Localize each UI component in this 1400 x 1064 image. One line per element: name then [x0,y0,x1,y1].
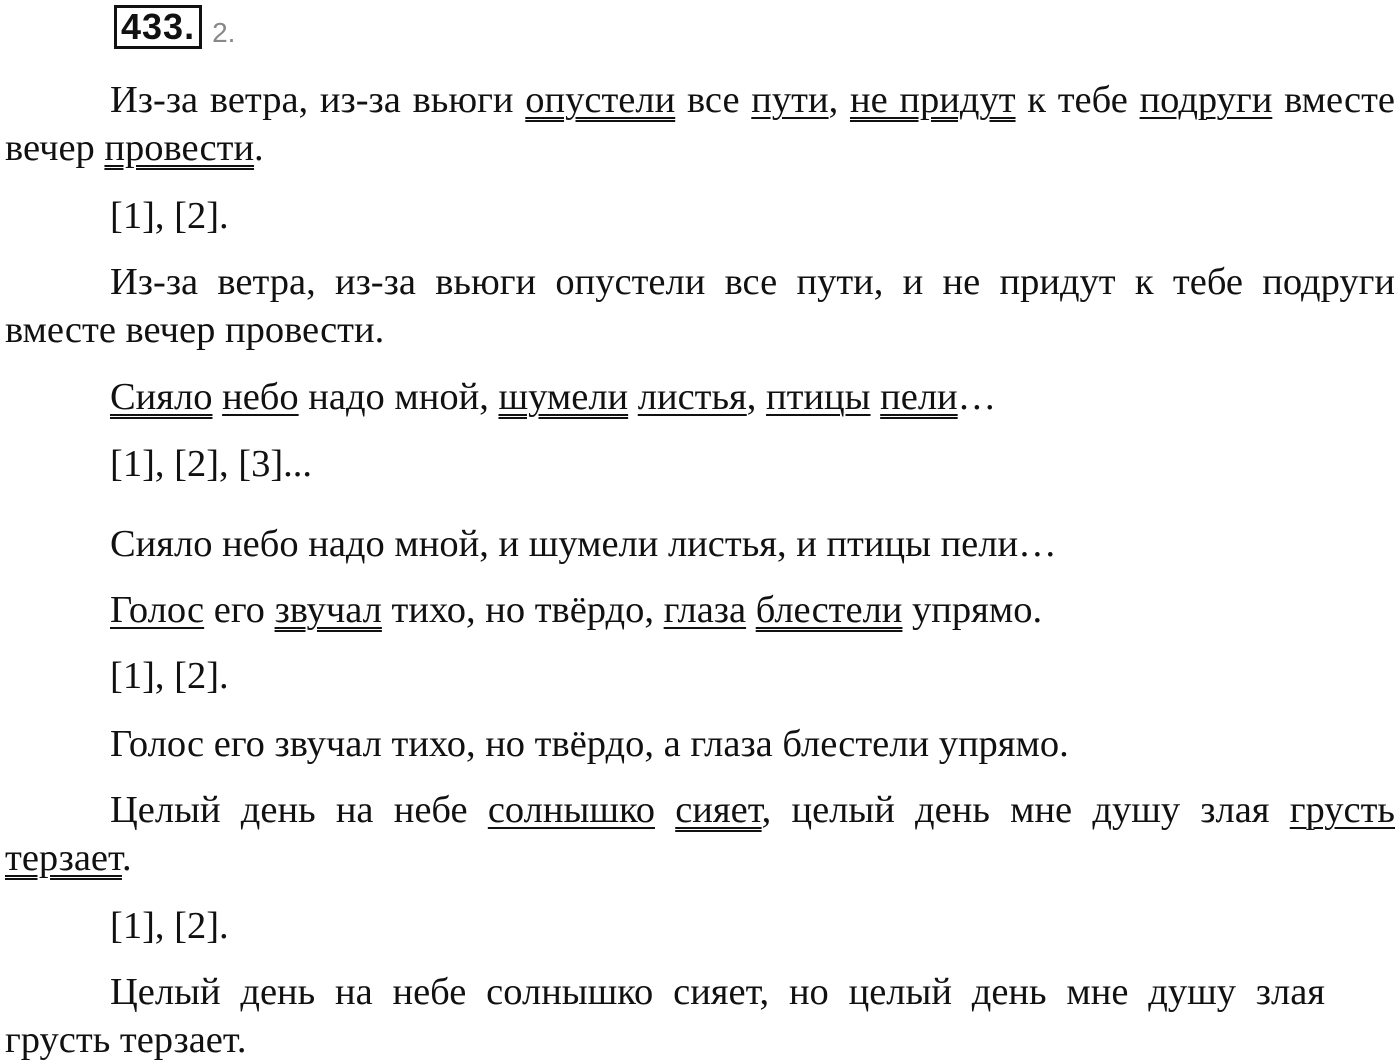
sentence-3-marked [5,586,1395,634]
sentence-2-marked [5,373,1395,421]
sentence-4-scheme: [1], [2]. [110,905,229,947]
text-fragment [746,589,756,631]
text-fragment: . [121,837,132,879]
predicate: Сияло [110,376,213,418]
subject: глаза [663,589,747,631]
exercise-part: 2. [212,17,236,48]
predicate: звучал [274,589,382,631]
sentence-1-union: Из-за ветра, из-за вьюги опустели все пути, и не придут к тебе подруги вместе вечер провести. [5,261,1395,351]
sentence-4-marked [5,786,1395,882]
sentence-1-scheme: [1], [2]. [110,195,229,237]
text-fragment: вместе вечер [5,79,1395,169]
subject: Голос [110,589,205,631]
predicate: опустели [525,79,676,121]
subject: подруги [1139,79,1273,121]
exercise-number: 433. [114,5,202,49]
sentence-3-union: Голос его звучал тихо, но твёрдо, а глаза блестели упрямо. [110,723,1069,765]
subject: солнышко [487,789,655,831]
text-fragment: , [828,79,850,121]
text-fragment [871,376,881,418]
text-fragment: , целый день мне душу злая [761,789,1290,831]
sentence-4-union: Целый день на небе солнышко сияет, но целый день мне душу злая грусть терзает. [5,971,1325,1061]
text-fragment: . [254,127,264,169]
predicate: не придут [849,79,1016,121]
text-fragment: упрямо. [902,589,1043,631]
subject: пути [751,79,829,121]
subject: листья [637,376,747,418]
text-fragment: Из-за ветра, из-за вьюги [110,79,526,121]
text-fragment: тихо, но твёрдо, [381,589,664,631]
text-fragment [628,376,638,418]
sentence-2-scheme: [1], [2], [3]... [110,443,313,485]
text-fragment: Целый день на небе [110,789,488,831]
text-fragment: , [746,376,767,418]
text-fragment: его [204,589,275,631]
predicate: сияет [675,789,762,831]
text-fragment: все [675,79,752,121]
text-fragment [655,789,675,831]
text-fragment: надо мной, [298,376,499,418]
predicate: шумели [498,376,629,418]
text-fragment: … [957,376,997,418]
text-fragment [212,376,222,418]
subject: грусть [1289,789,1395,831]
sentence-1-marked [5,76,1395,172]
predicate: пели [880,376,958,418]
sentence-3-scheme: [1], [2]. [110,655,229,697]
subject: небо [222,376,299,418]
text-fragment: к тебе [1015,79,1140,121]
predicate: терзает [5,837,122,879]
exercise-header [114,5,235,49]
predicate: блестели [755,589,903,631]
sentence-2-union: Сияло небо надо мной, и шумели листья, и птицы пели… [110,523,1057,565]
subject: птицы [766,376,871,418]
predicate: провести [104,127,255,169]
